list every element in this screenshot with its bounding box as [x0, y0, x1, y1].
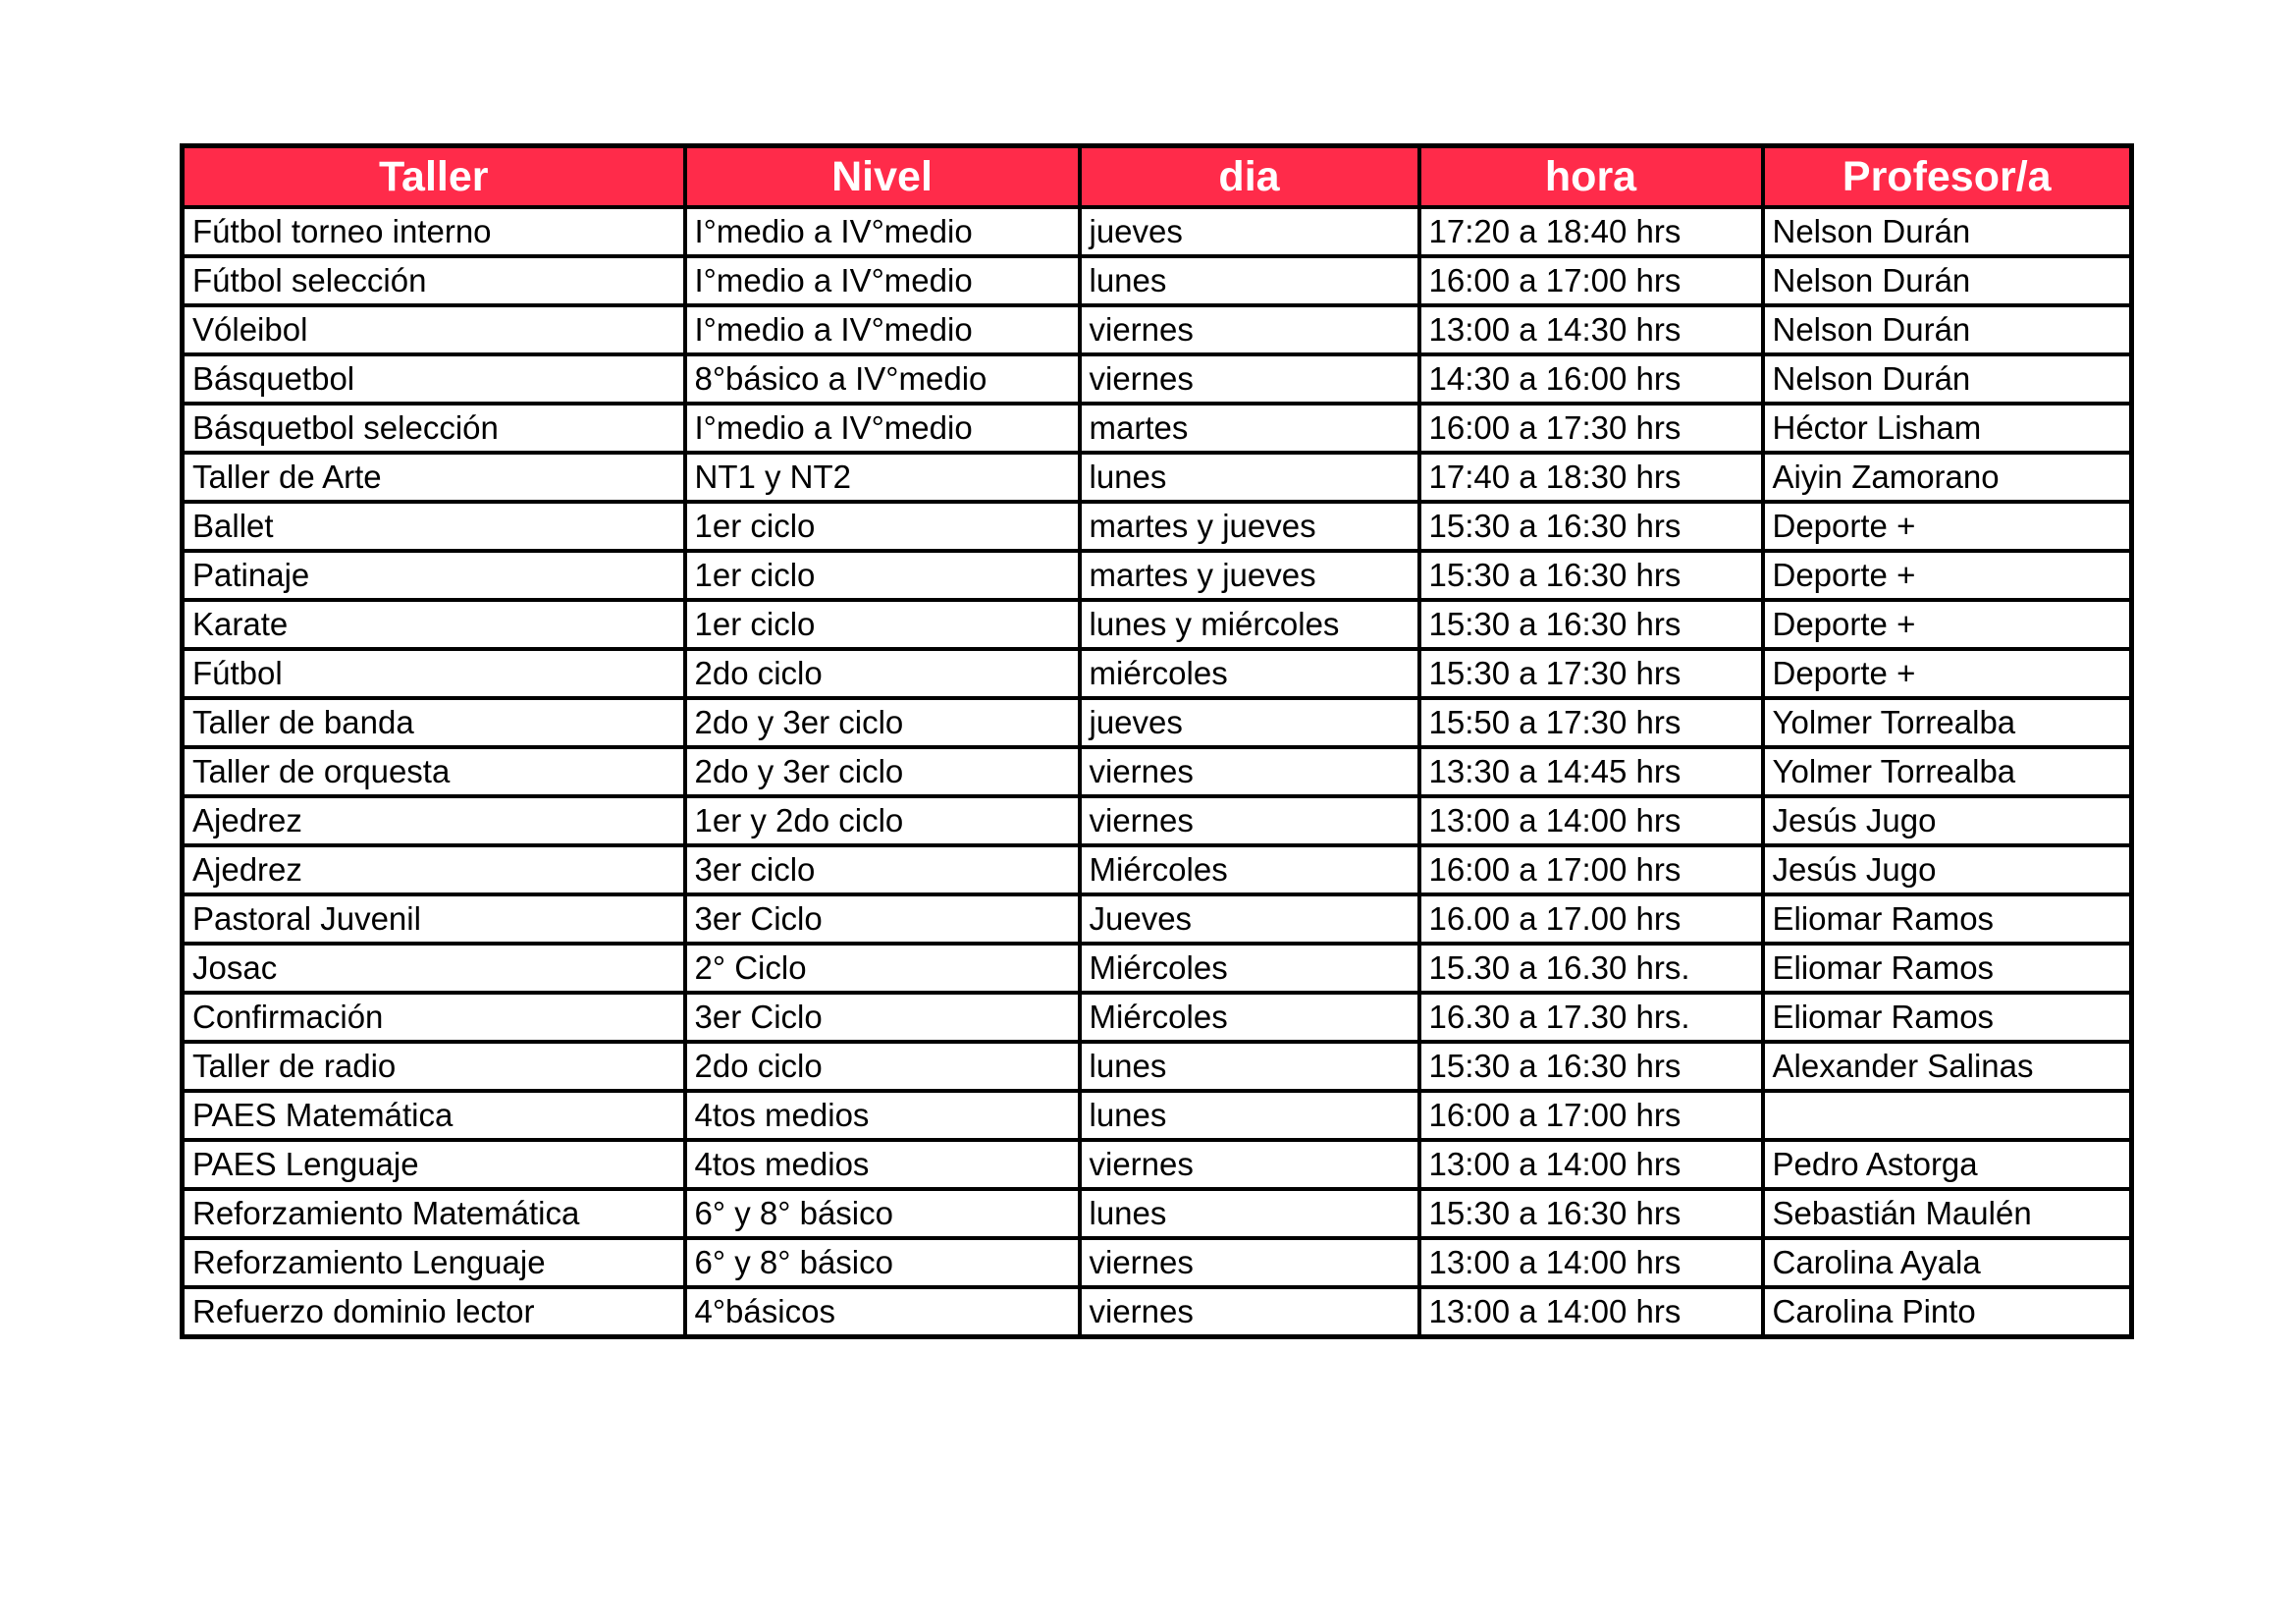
cell-nivel: 1er y 2do ciclo	[685, 796, 1080, 845]
cell-hora: 13:00 a 14:00 hrs	[1419, 1287, 1763, 1337]
cell-nivel: I°medio a IV°medio	[685, 404, 1080, 453]
cell-nivel: I°medio a IV°medio	[685, 256, 1080, 305]
table-row	[183, 698, 2132, 747]
cell-taller: Confirmación	[183, 993, 685, 1042]
cell-nivel: 2do y 3er ciclo	[685, 698, 1080, 747]
table-row	[183, 993, 2132, 1042]
cell-taller: Ballet	[183, 502, 685, 551]
cell-hora: 16:00 a 17:30 hrs	[1419, 404, 1763, 453]
table-row	[183, 305, 2132, 354]
cell-hora: 16:00 a 17:00 hrs	[1419, 256, 1763, 305]
cell-taller: Ajedrez	[183, 796, 685, 845]
header-dia: dia	[1080, 146, 1419, 208]
cell-profesor: Carolina Pinto	[1763, 1287, 2132, 1337]
cell-taller: Fútbol	[183, 649, 685, 698]
cell-profesor: Nelson Durán	[1763, 256, 2132, 305]
table-row	[183, 649, 2132, 698]
cell-taller: Básquetbol	[183, 354, 685, 404]
cell-nivel: 2do ciclo	[685, 649, 1080, 698]
table-row	[183, 1140, 2132, 1189]
cell-nivel: NT1 y NT2	[685, 453, 1080, 502]
cell-nivel: 2do y 3er ciclo	[685, 747, 1080, 796]
cell-dia: viernes	[1080, 354, 1419, 404]
cell-dia: lunes	[1080, 1189, 1419, 1238]
cell-hora: 13:00 a 14:00 hrs	[1419, 1238, 1763, 1287]
cell-taller: Vóleibol	[183, 305, 685, 354]
cell-dia: viernes	[1080, 305, 1419, 354]
cell-dia: viernes	[1080, 1238, 1419, 1287]
cell-hora: 15:50 a 17:30 hrs	[1419, 698, 1763, 747]
cell-taller: Fútbol torneo interno	[183, 207, 685, 256]
table-body	[183, 207, 2132, 1337]
cell-profesor: Deporte +	[1763, 649, 2132, 698]
cell-profesor: Aiyin Zamorano	[1763, 453, 2132, 502]
table-row	[183, 354, 2132, 404]
table-row	[183, 796, 2132, 845]
cell-profesor: Eliomar Ramos	[1763, 944, 2132, 993]
header-row	[183, 146, 2132, 208]
cell-nivel: 3er ciclo	[685, 845, 1080, 894]
cell-dia: viernes	[1080, 796, 1419, 845]
cell-taller: Taller de banda	[183, 698, 685, 747]
cell-taller: Taller de Arte	[183, 453, 685, 502]
header-profesor: Profesor/a	[1763, 146, 2132, 208]
cell-taller: Ajedrez	[183, 845, 685, 894]
cell-dia: martes	[1080, 404, 1419, 453]
cell-profesor	[1763, 1091, 2132, 1140]
cell-taller: Karate	[183, 600, 685, 649]
cell-hora: 13:00 a 14:00 hrs	[1419, 796, 1763, 845]
table-row	[183, 845, 2132, 894]
cell-taller: Reforzamiento Matemática	[183, 1189, 685, 1238]
cell-nivel: 1er ciclo	[685, 600, 1080, 649]
cell-profesor: Carolina Ayala	[1763, 1238, 2132, 1287]
cell-dia: jueves	[1080, 698, 1419, 747]
cell-hora: 16.00 a 17.00 hrs	[1419, 894, 1763, 944]
cell-dia: Miércoles	[1080, 944, 1419, 993]
cell-hora: 15:30 a 16:30 hrs	[1419, 1189, 1763, 1238]
cell-hora: 13:30 a 14:45 hrs	[1419, 747, 1763, 796]
cell-nivel: I°medio a IV°medio	[685, 305, 1080, 354]
table-row	[183, 944, 2132, 993]
cell-profesor: Jesús Jugo	[1763, 796, 2132, 845]
cell-taller: Reforzamiento Lenguaje	[183, 1238, 685, 1287]
cell-profesor: Jesús Jugo	[1763, 845, 2132, 894]
cell-profesor: Eliomar Ramos	[1763, 993, 2132, 1042]
table-row	[183, 551, 2132, 600]
cell-dia: miércoles	[1080, 649, 1419, 698]
header-hora: hora	[1419, 146, 1763, 208]
cell-dia: jueves	[1080, 207, 1419, 256]
cell-nivel: 3er Ciclo	[685, 993, 1080, 1042]
cell-taller: Fútbol selección	[183, 256, 685, 305]
table-row	[183, 1091, 2132, 1140]
cell-dia: lunes	[1080, 256, 1419, 305]
cell-profesor: Yolmer Torrealba	[1763, 747, 2132, 796]
cell-hora: 15:30 a 16:30 hrs	[1419, 1042, 1763, 1091]
cell-nivel: 4tos medios	[685, 1140, 1080, 1189]
cell-taller: Taller de radio	[183, 1042, 685, 1091]
cell-hora: 16:00 a 17:00 hrs	[1419, 845, 1763, 894]
table-row	[183, 404, 2132, 453]
cell-nivel: 6° y 8° básico	[685, 1189, 1080, 1238]
cell-nivel: 8°básico a IV°medio	[685, 354, 1080, 404]
cell-taller: Josac	[183, 944, 685, 993]
cell-taller: Pastoral Juvenil	[183, 894, 685, 944]
table-row	[183, 1287, 2132, 1337]
cell-profesor: Alexander Salinas	[1763, 1042, 2132, 1091]
cell-dia: Miércoles	[1080, 993, 1419, 1042]
cell-hora: 15:30 a 16:30 hrs	[1419, 600, 1763, 649]
cell-hora: 17:20 a 18:40 hrs	[1419, 207, 1763, 256]
cell-hora: 17:40 a 18:30 hrs	[1419, 453, 1763, 502]
table-row	[183, 1238, 2132, 1287]
cell-nivel: 2do ciclo	[685, 1042, 1080, 1091]
cell-dia: lunes	[1080, 1091, 1419, 1140]
cell-dia: Miércoles	[1080, 845, 1419, 894]
workshop-schedule-table	[180, 143, 2134, 1339]
cell-profesor: Nelson Durán	[1763, 305, 2132, 354]
cell-hora: 16.30 a 17.30 hrs.	[1419, 993, 1763, 1042]
table-row	[183, 453, 2132, 502]
cell-taller: Refuerzo dominio lector	[183, 1287, 685, 1337]
cell-dia: viernes	[1080, 1140, 1419, 1189]
cell-taller: Básquetbol selección	[183, 404, 685, 453]
cell-profesor: Deporte +	[1763, 502, 2132, 551]
header-nivel: Nivel	[685, 146, 1080, 208]
cell-profesor: Héctor Lisham	[1763, 404, 2132, 453]
cell-nivel: 3er Ciclo	[685, 894, 1080, 944]
cell-dia: viernes	[1080, 1287, 1419, 1337]
cell-hora: 15:30 a 17:30 hrs	[1419, 649, 1763, 698]
cell-profesor: Pedro Astorga	[1763, 1140, 2132, 1189]
cell-dia: martes y jueves	[1080, 502, 1419, 551]
cell-profesor: Yolmer Torrealba	[1763, 698, 2132, 747]
cell-hora: 16:00 a 17:00 hrs	[1419, 1091, 1763, 1140]
cell-nivel: 1er ciclo	[685, 502, 1080, 551]
cell-nivel: I°medio a IV°medio	[685, 207, 1080, 256]
cell-hora: 14:30 a 16:00 hrs	[1419, 354, 1763, 404]
cell-dia: lunes	[1080, 453, 1419, 502]
table-row	[183, 207, 2132, 256]
table-row	[183, 1042, 2132, 1091]
table-row	[183, 894, 2132, 944]
cell-nivel: 4tos medios	[685, 1091, 1080, 1140]
table-row	[183, 502, 2132, 551]
cell-dia: viernes	[1080, 747, 1419, 796]
cell-hora: 13:00 a 14:30 hrs	[1419, 305, 1763, 354]
cell-dia: Jueves	[1080, 894, 1419, 944]
cell-dia: martes y jueves	[1080, 551, 1419, 600]
cell-taller: PAES Lenguaje	[183, 1140, 685, 1189]
table-header	[183, 146, 2132, 208]
cell-taller: PAES Matemática	[183, 1091, 685, 1140]
cell-hora: 15:30 a 16:30 hrs	[1419, 502, 1763, 551]
cell-profesor: Nelson Durán	[1763, 354, 2132, 404]
cell-dia: lunes	[1080, 1042, 1419, 1091]
cell-nivel: 4°básicos	[685, 1287, 1080, 1337]
header-taller: Taller	[183, 146, 685, 208]
cell-profesor: Nelson Durán	[1763, 207, 2132, 256]
table-row	[183, 256, 2132, 305]
cell-nivel: 6° y 8° básico	[685, 1238, 1080, 1287]
cell-hora: 15.30 a 16.30 hrs.	[1419, 944, 1763, 993]
cell-nivel: 1er ciclo	[685, 551, 1080, 600]
table-row	[183, 747, 2132, 796]
table-row	[183, 1189, 2132, 1238]
cell-profesor: Eliomar Ramos	[1763, 894, 2132, 944]
cell-taller: Taller de orquesta	[183, 747, 685, 796]
cell-dia: lunes y miércoles	[1080, 600, 1419, 649]
cell-profesor: Sebastián Maulén	[1763, 1189, 2132, 1238]
cell-hora: 15:30 a 16:30 hrs	[1419, 551, 1763, 600]
cell-profesor: Deporte +	[1763, 551, 2132, 600]
cell-taller: Patinaje	[183, 551, 685, 600]
cell-nivel: 2° Ciclo	[685, 944, 1080, 993]
table-row	[183, 600, 2132, 649]
cell-hora: 13:00 a 14:00 hrs	[1419, 1140, 1763, 1189]
cell-profesor: Deporte +	[1763, 600, 2132, 649]
